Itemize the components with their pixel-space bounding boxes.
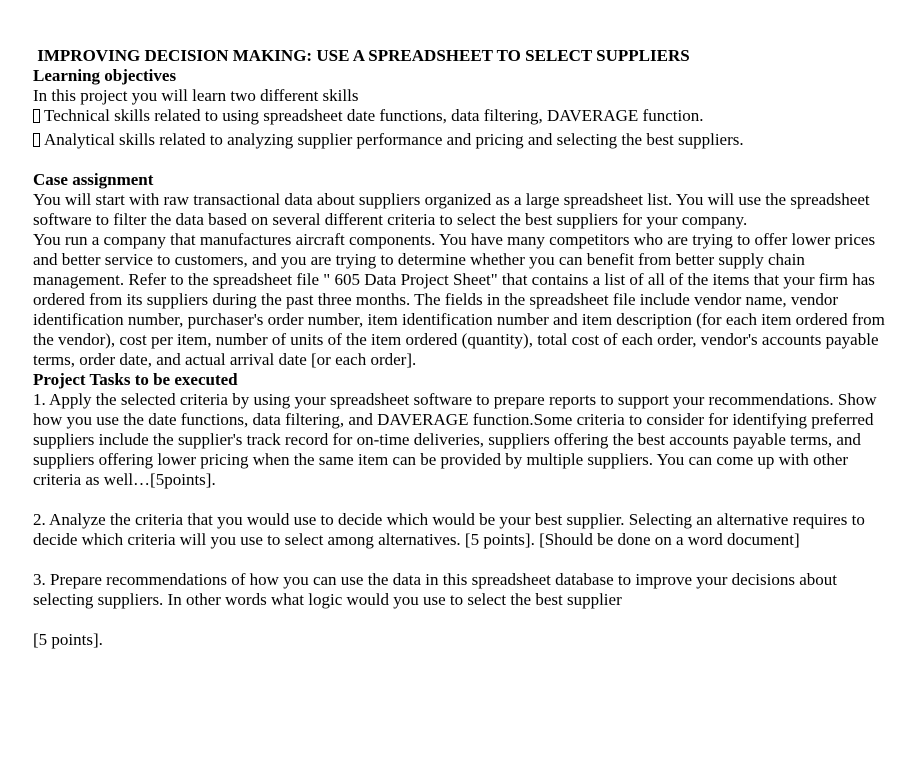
document-title: IMPROVING DECISION MAKING: USE A SPREADSHEET TO SELECT SUPPLIERS: [33, 46, 690, 65]
document-page: [33, 46, 899, 650]
task-3-points: [5 points].: [33, 630, 103, 649]
objective-bullet: [33, 130, 899, 150]
objective-bullet: [33, 106, 899, 126]
task-1: 1. Apply the selected criteria by using your spreadsheet software to prepare reports to support your recommendations. Show how you use the date functions, data filtering, and DAVERAGE function.Some criteria to consider for identifying preferred suppliers include the supplier's track record for on-time deliveries, suppliers offering the best accounts payable terms, and suppliers offering lower pricing when the same item can be provided by multiple suppliers. You can come up with other criteria as well…[5points].: [33, 390, 877, 489]
objective-bullet-text: Technical skills related to using spreadsheet date functions, data filtering, DAVERAGE function.: [44, 106, 704, 125]
task-2: 2. Analyze the criteria that you would use to decide which would be your best supplier. Selecting an alternative requires to decide which criteria will you use to select among alternatives. [5 points]. [Should be done on a word document]: [33, 510, 865, 549]
case-assignment-paragraph: You will start with raw transactional data about suppliers organized as a large spreadsheet list. You will use the spreadsheet software to filter the data based on several different criteria to select the best suppliers for your company.: [33, 190, 870, 229]
objective-bullet-text: Analytical skills related to analyzing supplier performance and pricing and selecting the best suppliers.: [44, 130, 744, 149]
missing-glyph-box-icon: [33, 109, 40, 123]
missing-glyph-box-icon: [33, 133, 40, 147]
learning-objectives-heading: Learning objectives: [33, 66, 177, 85]
case-assignment-heading: Case assignment: [33, 170, 154, 189]
learning-objectives-intro: In this project you will learn two different skills: [33, 86, 359, 105]
case-assignment-paragraph: You run a company that manufactures aircraft components. You have many competitors who are trying to offer lower prices and better service to customers, and you are trying to determine whether you can benefit from better supply chain management. Refer to the spreadsheet file " 605 Data Project Sheet" that contains a list of all of the items that your firm has ordered from its suppliers during the past three months. The fields in the spreadsheet file include vendor name, vendor identification number, purchaser's order number, item identification number and item description (for each item ordered from the vendor), cost per item, number of units of the item ordered (quantity), total cost of each order, vendor's accounts payable terms, order date, and actual arrival date [or each order].: [33, 230, 885, 369]
task-3: 3. Prepare recommendations of how you can use the data in this spreadsheet database to improve your decisions about selecting suppliers. In other words what logic would you use to select the best supplier: [33, 570, 837, 609]
project-tasks-heading: Project Tasks to be executed: [33, 370, 238, 389]
